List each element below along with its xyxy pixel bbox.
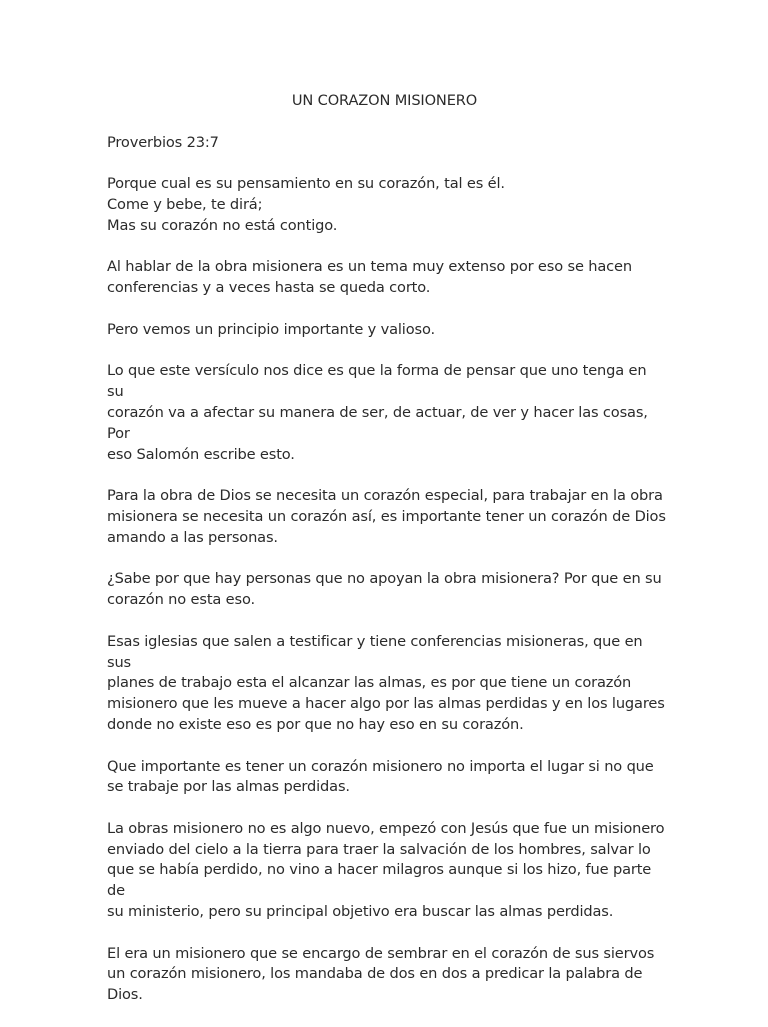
document-body xyxy=(107,91,667,1027)
paragraph-line: Mas su corazón no está contigo. xyxy=(107,216,338,234)
paragraph-line: El era un misionero que se encargo de sembrar en el corazón de sus siervos xyxy=(107,944,655,962)
paragraph-line: ¿Sabe por que hay personas que no apoyan la obra misionera? Por que en su xyxy=(107,570,662,588)
paragraph xyxy=(107,819,667,923)
paragraph xyxy=(107,632,667,736)
paragraph-line: Porque cual es su pensamiento en su corazón, tal es él. xyxy=(107,175,505,193)
paragraph-line: corazón no esta eso. xyxy=(107,591,255,609)
paragraph-line: conferencias y a veces hasta se queda corto. xyxy=(107,279,431,297)
paragraph xyxy=(107,944,667,1006)
paragraph-line: Lo que este versículo nos dice es que la forma de pensar que uno tenga en su xyxy=(107,362,647,401)
paragraph-line: que se había perdido, no vino a hacer milagros aunque si los hizo, fue parte de xyxy=(107,861,652,900)
paragraph-line: su ministerio, pero su principal objetivo era buscar las almas perdidas. xyxy=(107,903,614,921)
paragraph-line: corazón va a afectar su manera de ser, de actuar, de ver y hacer las cosas, Por xyxy=(107,403,648,442)
paragraph xyxy=(107,174,667,236)
paragraph xyxy=(107,486,667,548)
paragraph-line: Al hablar de la obra misionera es un tema muy extenso por eso se hacen xyxy=(107,258,632,276)
paragraph-line: se trabaje por las almas perdidas. xyxy=(107,778,350,796)
paragraph-line: Pero vemos un principio importante y valioso. xyxy=(107,320,435,338)
paragraph-line: Dios. xyxy=(107,986,143,1004)
paragraph xyxy=(107,757,667,799)
paragraph xyxy=(107,133,667,154)
paragraph xyxy=(107,257,667,299)
document-title: UN CORAZON MISIONERO xyxy=(291,92,478,109)
paragraph-line: Que importante es tener un corazón misionero no importa el lugar si no que xyxy=(107,757,654,775)
paragraph xyxy=(107,320,667,341)
paragraph-line: La obras misionero no es algo nuevo, empezó con Jesús que fue un misionero xyxy=(107,819,665,837)
paragraph-line: misionero que les mueve a hacer algo por las almas perdidas y en los lugares xyxy=(107,695,665,713)
paragraph-line: eso Salomón escribe esto. xyxy=(107,445,295,463)
paragraph xyxy=(107,569,667,611)
paragraph-list xyxy=(107,133,667,1006)
paragraph-line: Proverbios 23:7 xyxy=(107,133,219,151)
paragraph-line: Para la obra de Dios se necesita un corazón especial, para trabajar en la obra xyxy=(107,487,663,505)
paragraph xyxy=(107,361,667,465)
paragraph-line: un corazón misionero, los mandaba de dos en dos a predicar la palabra de xyxy=(107,965,643,983)
paragraph-line: donde no existe eso es por que no hay eso en su corazón. xyxy=(107,715,524,733)
paragraph-line: enviado del cielo a la tierra para traer la salvación de los hombres, salvar lo xyxy=(107,840,651,858)
paragraph-line: Come y bebe, te dirá; xyxy=(107,195,263,213)
paragraph-line: planes de trabajo esta el alcanzar las almas, es por que tiene un corazón xyxy=(107,674,632,692)
paragraph-line: Esas iglesias que salen a testificar y tiene conferencias misioneras, que en sus xyxy=(107,632,643,671)
paragraph-line: misionera se necesita un corazón así, es importante tener un corazón de Dios xyxy=(107,507,666,525)
paragraph-line: amando a las personas. xyxy=(107,528,278,546)
